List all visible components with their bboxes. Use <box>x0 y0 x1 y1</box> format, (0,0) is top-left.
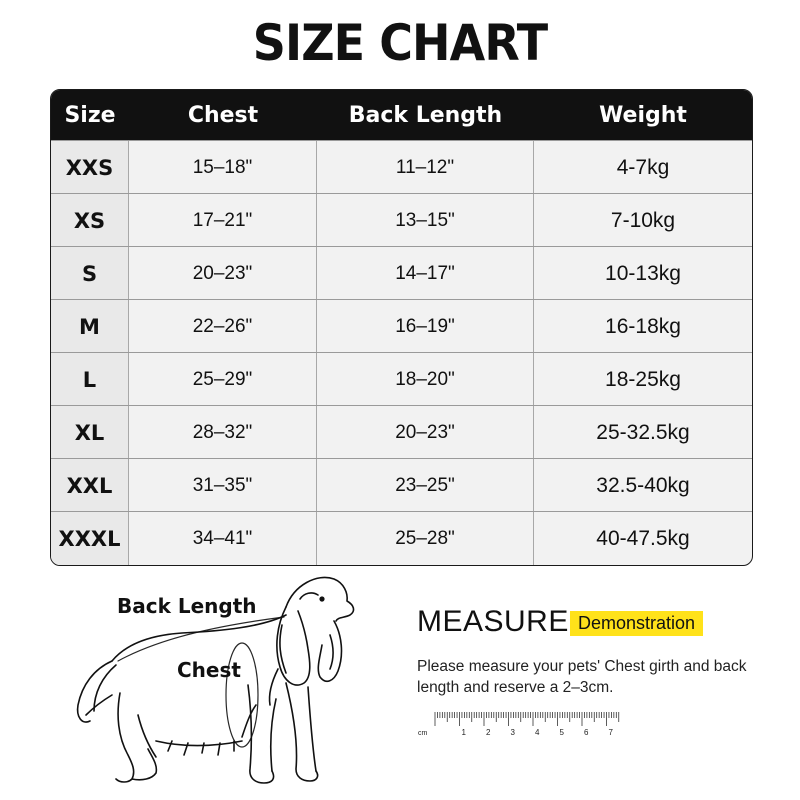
ruler-number: 2 <box>486 728 491 737</box>
cell-size: S <box>51 247 129 300</box>
cell-size: L <box>51 353 129 406</box>
cell-chest: 28–32" <box>129 406 317 459</box>
ruler-number: 4 <box>535 728 540 737</box>
cell-weight: 16-18kg <box>605 314 681 338</box>
cell-chest: 22–26" <box>129 300 317 353</box>
ruler-number: 7 <box>608 728 613 737</box>
cell-size: M <box>51 300 129 353</box>
cell-back-length: 25–28" <box>317 512 534 565</box>
table-row <box>51 352 752 406</box>
header-back-length: Back Length <box>348 102 503 128</box>
cell-back-length: 13–15" <box>317 194 534 247</box>
measure-title: MEASURE <box>417 605 569 638</box>
cell-chest: 20–23" <box>129 247 317 300</box>
ruler-number: 1 <box>461 728 466 737</box>
table-row <box>51 140 752 194</box>
cell-weight: 32.5-40kg <box>596 473 690 497</box>
ruler-unit-label: cm <box>418 730 428 737</box>
page-title: SIZE CHART <box>252 14 548 72</box>
ruler-number: 6 <box>584 728 589 737</box>
header-size: Size <box>64 102 116 128</box>
cell-weight: 7-10kg <box>610 208 676 232</box>
cell-back-length: 14–17" <box>317 247 534 300</box>
size-chart-table <box>50 89 753 566</box>
table-row <box>51 405 752 459</box>
cell-chest: 17–21" <box>129 194 317 247</box>
cell-weight: 18-25kg <box>605 367 681 391</box>
cell-size: XXXL <box>51 512 129 565</box>
cell-chest: 34–41" <box>129 512 317 565</box>
back-length-label: Back Length <box>117 594 257 618</box>
cell-size: XL <box>51 406 129 459</box>
cell-size: XS <box>51 194 129 247</box>
table-row <box>51 511 752 565</box>
header-weight: Weight <box>599 102 687 128</box>
ruler-number: 5 <box>559 728 564 737</box>
ruler-graphic <box>415 708 630 740</box>
cell-size: XXS <box>51 141 129 194</box>
cell-back-length: 20–23" <box>317 406 534 459</box>
cell-chest: 15–18" <box>129 141 317 194</box>
demonstration-badge: Demonstration <box>570 611 703 636</box>
ruler-number: 3 <box>510 728 515 737</box>
table-row <box>51 458 752 512</box>
cell-chest: 25–29" <box>129 353 317 406</box>
cell-weight: 40-47.5kg <box>596 526 690 550</box>
cell-back-length: 16–19" <box>317 300 534 353</box>
table-header <box>51 90 752 140</box>
cell-chest: 31–35" <box>129 459 317 512</box>
cell-back-length: 23–25" <box>317 459 534 512</box>
cell-weight: 25-32.5kg <box>596 420 690 444</box>
measure-instructions: Please measure your pets' Chest girth and back length and reserve a 2–3cm. <box>417 658 747 696</box>
cell-weight: 4-7kg <box>616 155 670 179</box>
cell-back-length: 18–20" <box>317 353 534 406</box>
cell-weight: 10-13kg <box>605 261 681 285</box>
table-row <box>51 193 752 247</box>
cell-back-length: 11–12" <box>317 141 534 194</box>
chest-label: Chest <box>177 658 241 682</box>
table-row <box>51 299 752 353</box>
table-row <box>51 246 752 300</box>
cell-size: XXL <box>51 459 129 512</box>
header-chest: Chest <box>187 102 259 128</box>
